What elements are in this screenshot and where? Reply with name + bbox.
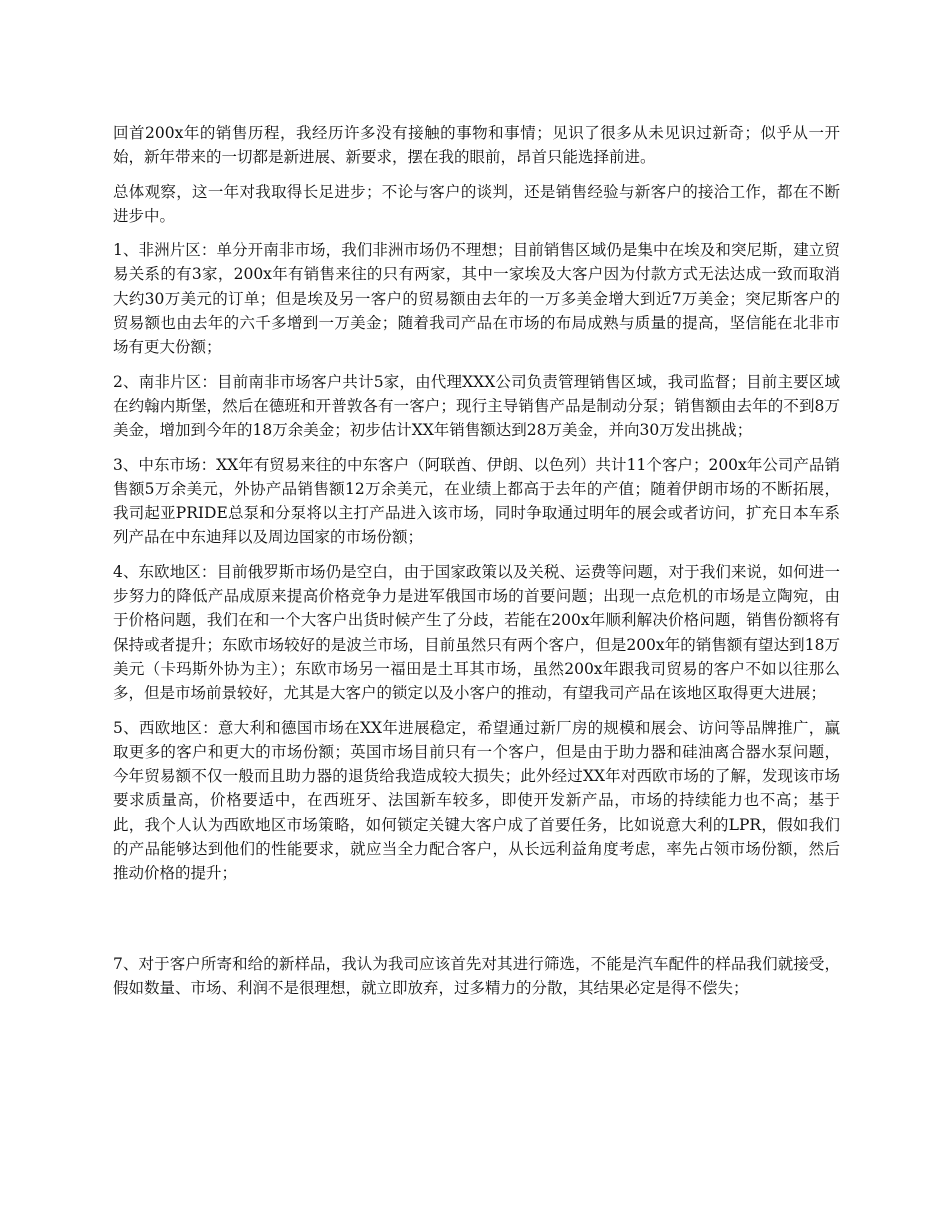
paragraph-intro: 回首200x年的销售历程，我经历许多没有接触的事物和事情；见识了很多从未见识过新奇；似乎从一开始，新年带来的一切都是新进展、新要求，摆在我的眼前，昂首只能选择前进。 [113, 124, 840, 167]
paragraph-overview: 总体观察，这一年对我取得长足进步；不论与客户的谈判，还是销售经验与新客户的接洽工作，都在不断进步中。 [113, 182, 840, 225]
document-body [113, 121, 840, 1010]
paragraph-western-europe: 5、西欧地区：意大利和德国市场在XX年进展稳定，希望通过新厂房的规模和展会、访问等品牌推广，赢取更多的客户和更大的市场份额；英国市场目前只有一个客户，但是由于助力器和硅油离合器水泵问题，今年贸易额不仅一般而且助力器的退货给我造成较大损失；此外经过XX年对西欧市场的了解，发现该市场要求质量高，价格要适中，在西班牙、法国新车较多，即使开发新产品，市场的持续能力也不高；基于此，我个人认为西欧地区市场策略，如何锁定关键大客户成了首要任务，比如说意大利的LPR，假如我们的产品能够达到他们的性能要求，就应当全力配合客户，从长远利益角度考虑，率先占领市场份额，然后推动价格的提升； [113, 718, 840, 883]
paragraph-africa: 1、非洲片区：单分开南非市场，我们非洲市场仍不理想；目前销售区域仍是集中在埃及和突尼斯，建立贸易关系的有3家，200x年有销售来往的只有两家，其中一家埃及大客户因为付款方式无法达成一致而取消大约30万美元的订单；但是埃及另一客户的贸易额由去年的一万多美金增大到近7万美金；突尼斯客户的贸易额也由去年的六千多增到一万美金；随着我司产品在市场的布局成熟与质量的提高，坚信能在北非市场有更大份额； [113, 241, 840, 357]
blank-gap [113, 896, 840, 952]
paragraph-samples: 7、对于客户所寄和给的新样品，我认为我司应该首先对其进行筛选，不能是汽车配件的样品我们就接受，假如数量、市场、利润不是很理想，就立即放弃，过多精力的分散，其结果必定是得不偿失； [113, 954, 840, 997]
paragraph-eastern-europe: 4、东欧地区：目前俄罗斯市场仍是空白，由于国家政策以及关税、运费等问题，对于我们来说，如何进一步努力的降低产品成原来提高价格竞争力是进军俄国市场的首要问题；出现一点危机的市场是立陶宛，由于价格问题，我们在和一个大客户出货时候产生了分歧，若能在200x年顺利解决价格问题，销售份额将有保持或者提升；东欧市场较好的是波兰市场，目前虽然只有两个客户，但是200x年的销售额有望达到18万美元（卡玛斯外协为主）；东欧市场另一福田是土耳其市场，虽然200x年跟我司贸易的客户不如以往那么多，但是市场前景较好，尤其是大客户的锁定以及小客户的推动，有望我司产品在该地区取得更大进展； [113, 562, 840, 703]
paragraph-middle-east: 3、中东市场：XX年有贸易来往的中东客户（阿联酋、伊朗、以色列）共计11个客户；200x年公司产品销售额5万余美元，外协产品销售额12万余美元，在业绩上都高于去年的产值；随着伊朗市场的不断拓展，我司起亚PRIDE总泵和分泵将以主打产品进入该市场，同时争取通过明年的展会或者访问，扩充日本车系列产品在中东迪拜以及周边国家的市场份额； [113, 455, 840, 547]
paragraph-south-africa: 2、南非片区：目前南非市场客户共计5家，由代理XXX公司负责管理销售区域，我司监督；目前主要区域在约翰内斯堡，然后在德班和开普敦各有一客户；现行主导销售产品是制动分泵；销售额由去年的不到8万美金，增加到今年的18万余美金；初步估计XX年销售额达到28万美金，并向30万发出挑战； [113, 372, 840, 440]
